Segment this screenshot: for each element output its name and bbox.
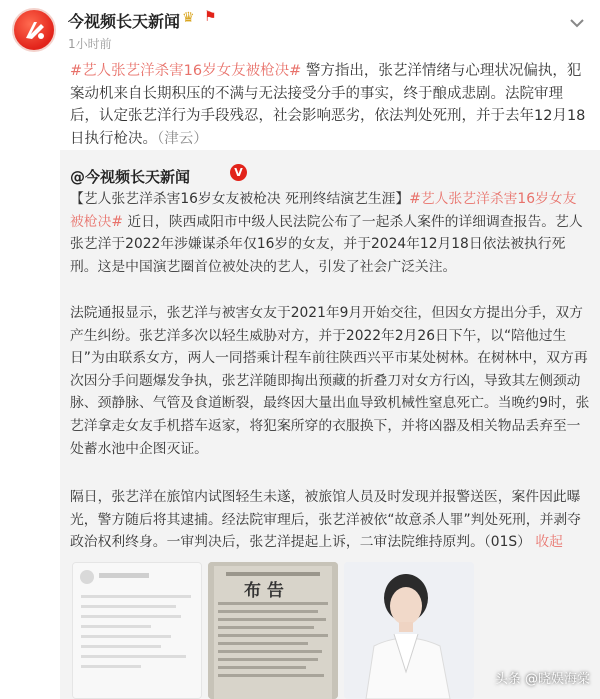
quoted-paragraph-1	[70, 188, 590, 278]
post-source: （津云）	[157, 130, 208, 147]
quoted-hashtag[interactable]: #艺人张艺洋杀害16岁女友被枪决#	[70, 191, 577, 230]
flag-icon: ⚑	[204, 9, 217, 25]
chevron-down-icon[interactable]	[566, 12, 588, 34]
verified-badge: V	[230, 164, 247, 181]
quoted-tag: （01S）	[483, 534, 531, 551]
avatar[interactable]	[12, 8, 56, 52]
thumbnail-notice[interactable]	[208, 562, 338, 699]
post-hashtag[interactable]: #艺人张艺洋杀害16岁女友被枪决#	[70, 63, 302, 79]
quoted-paragraph-3	[70, 486, 590, 554]
post-text: 警方指出，张艺洋情绪与心理状况偏执，犯案动机来自长期积压的不满与无法接受分手的事实，终于酿成悲剧。法院审理后，认定张艺洋行为手段残忍，社会影响恶劣，依法判处死刑，并于去年12月18日执行枪决。	[70, 63, 586, 147]
quoted-text-3: 隔日，张艺洋在旅馆内试图轻生未遂，被旅馆人员及时发现并报警送医，案件因此曝光，警方随后将其逮捕。经法院审理后，张艺洋被依“故意杀人罪”判处死刑，并剥夺政治权利终身。一审判决后，张艺洋提起上诉，二审法院维持原判。	[70, 489, 581, 551]
quoted-text-1: 近日，陕西咸阳市中级人民法院公布了一起杀人案件的详细调查报告。艺人张艺洋于2022年涉嫌谋杀年仅16岁的女友，并于2024年12月18日依法被执行死刑。这是中国演艺圈首位被处决的艺人，引发了社会广泛关注。	[70, 213, 583, 275]
post-time: 1小时前	[68, 37, 112, 51]
quoted-handle[interactable]: @今视频长天新闻	[70, 168, 191, 186]
quoted-title: 【艺人张艺洋杀害16岁女友被枪决 死刑终结演艺生涯】	[70, 191, 410, 207]
crown-icon: ♛	[182, 10, 195, 26]
watermark: 头条 @晓娱海棠	[494, 672, 590, 687]
collapse-link[interactable]: 收起	[535, 534, 563, 551]
notice-title: 布 告	[244, 581, 284, 601]
thumbnail-portrait[interactable]	[344, 562, 474, 699]
quoted-paragraph-2: 法院通报显示，张艺洋与被害女友于2021年9月开始交往，但因女方提出分手，双方产生纠纷。张艺洋多次以轻生威胁对方，并于2022年2月26日下午，以“陪他过生日”为由联系女方，两人一同搭乘计程车前往陕西兴平市某处树林。在树林中，双方再次因分手问题爆发争执，张艺洋随即掏出预藏的折叠刀对女方行凶，导致其左侧颈动脉、颈静脉、气管及食道断裂，最终因大量出血导致机械性窒息死亡。当晚约9时，张艺洋拿走女友手机搭车返家，将犯案所穿的衣服换下，并将凶器及相关物品丢弃至一处蓄水池中企图灭证。	[70, 305, 590, 457]
logo-icon	[22, 18, 48, 44]
portrait-image	[344, 562, 474, 699]
quoted-post[interactable]	[60, 150, 600, 699]
account-name[interactable]: 今视频长天新闻	[68, 12, 181, 31]
post-header	[0, 0, 600, 58]
document-image	[73, 563, 202, 699]
thumbnail-document[interactable]	[72, 562, 202, 699]
post-body	[70, 60, 590, 150]
